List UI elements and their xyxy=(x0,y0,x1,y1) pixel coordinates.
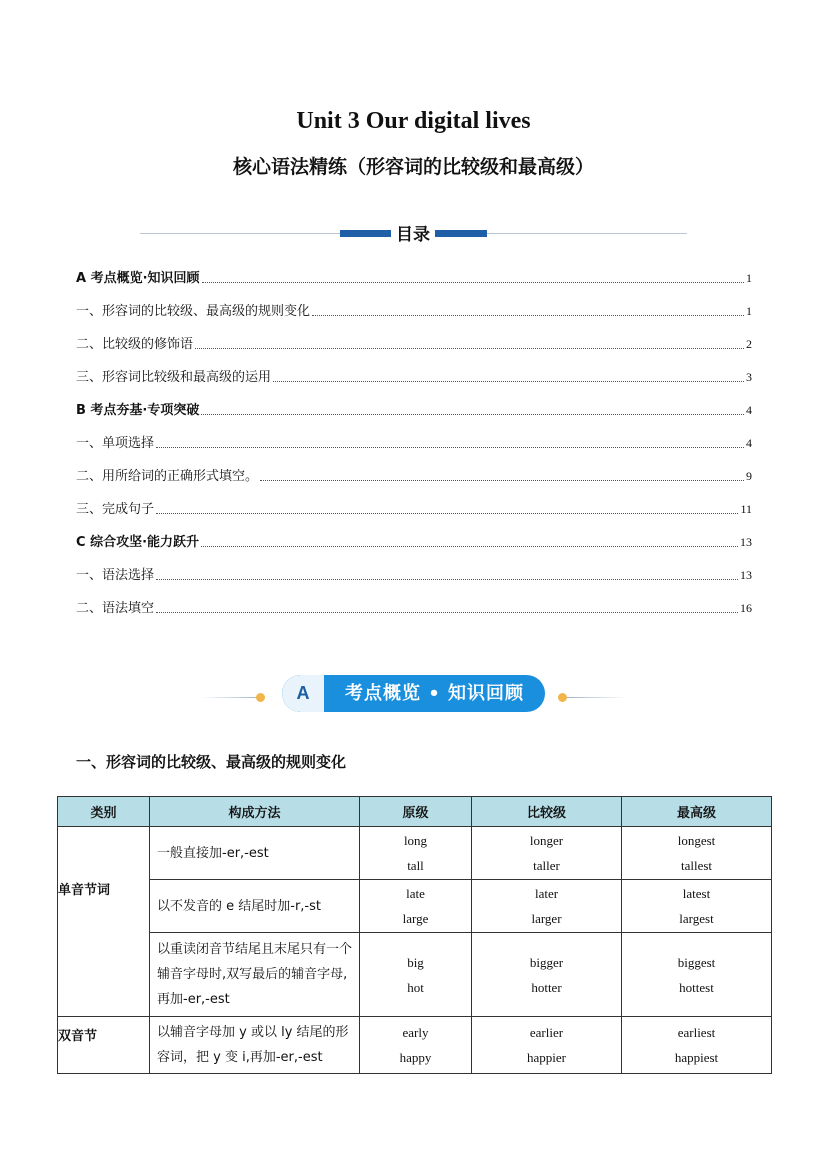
table-header-row xyxy=(58,797,772,827)
word: taller xyxy=(533,858,560,873)
grammar-table xyxy=(57,796,772,1074)
section-heading: 一、形容词的比较级、最高级的规则变化 xyxy=(76,753,347,771)
toc-leader-dots xyxy=(201,414,744,415)
section-banner xyxy=(200,674,627,714)
banner-rule-left xyxy=(200,697,260,698)
base-cell xyxy=(360,827,472,880)
word: early xyxy=(402,1025,429,1040)
superlative-cell xyxy=(622,880,772,933)
toc-heading-rule-left xyxy=(140,233,340,234)
toc-heading-label: 目录 xyxy=(396,225,430,245)
toc-entry[interactable] xyxy=(76,456,752,489)
banner-dot-left xyxy=(256,693,265,702)
toc-leader-dots xyxy=(156,579,738,580)
header-superlative: 最高级 xyxy=(622,797,772,827)
toc-entry-label: 三、完成句子 xyxy=(76,502,155,517)
toc-leader-dots xyxy=(312,315,744,316)
toc-leader-dots xyxy=(273,381,744,382)
toc-entry-label: B 考点夯基·专项突破 xyxy=(76,403,200,418)
toc-entry[interactable] xyxy=(76,588,752,621)
comparative-cell xyxy=(472,1017,622,1074)
word: tallest xyxy=(680,858,713,873)
word: long xyxy=(403,833,428,848)
header-base: 原级 xyxy=(360,797,472,827)
toc-page-number: 4 xyxy=(746,403,752,417)
word: hottest xyxy=(679,979,714,995)
word: happy xyxy=(399,1050,432,1065)
category-cell-monosyllable xyxy=(58,827,150,1017)
table-row xyxy=(58,933,772,1017)
toc-entry-label: 二、比较级的修饰语 xyxy=(76,337,194,352)
toc-page-number: 16 xyxy=(740,601,752,615)
toc-leader-dots xyxy=(195,348,744,349)
banner-text: 考点概览 • 知识回顾 xyxy=(344,683,525,704)
comparative-cell xyxy=(472,827,622,880)
superlative-cell xyxy=(622,933,772,1017)
toc-entry[interactable] xyxy=(76,489,752,522)
toc-leader-dots xyxy=(156,612,738,613)
toc-page-number: 11 xyxy=(740,502,752,516)
header-comparative: 比较级 xyxy=(472,797,622,827)
word: longest xyxy=(677,833,716,848)
toc-entry-label: C 综合攻坚·能力跃升 xyxy=(76,535,200,550)
toc-entry-label: 一、语法选择 xyxy=(76,568,155,583)
word: happiest xyxy=(674,1050,719,1065)
toc-entry-label: 三、形容词比较级和最高级的运用 xyxy=(76,370,272,385)
banner-pill xyxy=(282,675,545,712)
word: earlier xyxy=(529,1025,564,1040)
superlative-cell xyxy=(622,1017,772,1074)
document-title: Unit 3 Our digital lives xyxy=(296,108,531,134)
word: earliest xyxy=(677,1025,716,1040)
toc-section-entry[interactable] xyxy=(76,258,752,291)
word: late xyxy=(406,886,425,901)
toc-heading-bar-right xyxy=(435,230,487,237)
category-label-disyllable: 双音节 xyxy=(58,1029,98,1044)
toc-leader-dots xyxy=(156,447,744,448)
method-cell: 以重读闭音节结尾且末尾只有一个辅音字母时,双写最后的辅音字母,再加-er,-est xyxy=(150,933,360,1017)
table-row xyxy=(58,1017,772,1074)
toc-page-number: 1 xyxy=(746,304,752,318)
toc-entry-label: A 考点概览·知识回顾 xyxy=(76,271,200,286)
banner-rule-right xyxy=(567,697,627,698)
toc-entry[interactable] xyxy=(76,423,752,456)
toc-page-number: 13 xyxy=(740,535,752,549)
toc-page-number: 2 xyxy=(746,337,752,351)
word: big xyxy=(407,954,424,970)
comparative-cell xyxy=(472,880,622,933)
header-method: 构成方法 xyxy=(150,797,360,827)
toc-page-number: 4 xyxy=(746,436,752,450)
method-cell: 一般直接加-er,-est xyxy=(150,827,360,880)
base-cell xyxy=(360,933,472,1017)
toc-page-number: 9 xyxy=(746,469,752,483)
banner-letter: A xyxy=(282,675,324,712)
word: bigger xyxy=(529,954,564,970)
word: later xyxy=(534,886,559,901)
toc-entry-label: 一、单项选择 xyxy=(76,436,155,451)
toc-heading-bar-left xyxy=(340,230,391,237)
toc-entry[interactable] xyxy=(76,324,752,357)
word: largest xyxy=(679,911,714,926)
superlative-cell xyxy=(622,827,772,880)
word: large xyxy=(402,911,429,926)
method-cell: 以不发音的 e 结尾时加-r,-st xyxy=(150,880,360,933)
toc-entry-label: 二、语法填空 xyxy=(76,601,155,616)
method-cell: 以辅音字母加 y 或以 ly 结尾的形容词，把 y 变 i,再加-er,-est xyxy=(150,1017,360,1074)
toc-page-number: 1 xyxy=(746,271,752,285)
word: longer xyxy=(529,833,564,848)
table-of-contents xyxy=(76,258,752,621)
document-subtitle: 核心语法精练（形容词的比较级和最高级） xyxy=(232,156,594,178)
toc-leader-dots xyxy=(202,282,744,283)
word: hotter xyxy=(531,979,562,995)
table-row xyxy=(58,827,772,880)
word: hot xyxy=(407,979,424,995)
banner-dot-right xyxy=(558,693,567,702)
table-row xyxy=(58,880,772,933)
toc-entry-label: 二、用所给词的正确形式填空。 xyxy=(76,469,259,484)
toc-entry[interactable] xyxy=(76,555,752,588)
category-label-monosyllable: 单音节词 xyxy=(58,883,111,898)
toc-section-entry[interactable] xyxy=(76,390,752,423)
toc-page-number: 3 xyxy=(746,370,752,384)
toc-entry-label: 一、形容词的比较级、最高级的规则变化 xyxy=(76,304,311,319)
toc-entry[interactable] xyxy=(76,291,752,324)
toc-leader-dots xyxy=(201,546,738,547)
word: biggest xyxy=(677,954,716,970)
toc-page-number: 13 xyxy=(740,568,752,582)
base-cell xyxy=(360,880,472,933)
base-cell xyxy=(360,1017,472,1074)
toc-leader-dots xyxy=(156,513,738,514)
toc-heading xyxy=(140,220,687,244)
word: tall xyxy=(407,858,424,873)
toc-leader-dots xyxy=(260,480,744,481)
word: happier xyxy=(527,1050,566,1065)
word: larger xyxy=(531,911,562,926)
word: latest xyxy=(682,886,711,901)
toc-section-entry[interactable] xyxy=(76,522,752,555)
toc-entry[interactable] xyxy=(76,357,752,390)
toc-heading-rule-right xyxy=(487,233,687,234)
header-category: 类别 xyxy=(58,797,150,827)
comparative-cell xyxy=(472,933,622,1017)
